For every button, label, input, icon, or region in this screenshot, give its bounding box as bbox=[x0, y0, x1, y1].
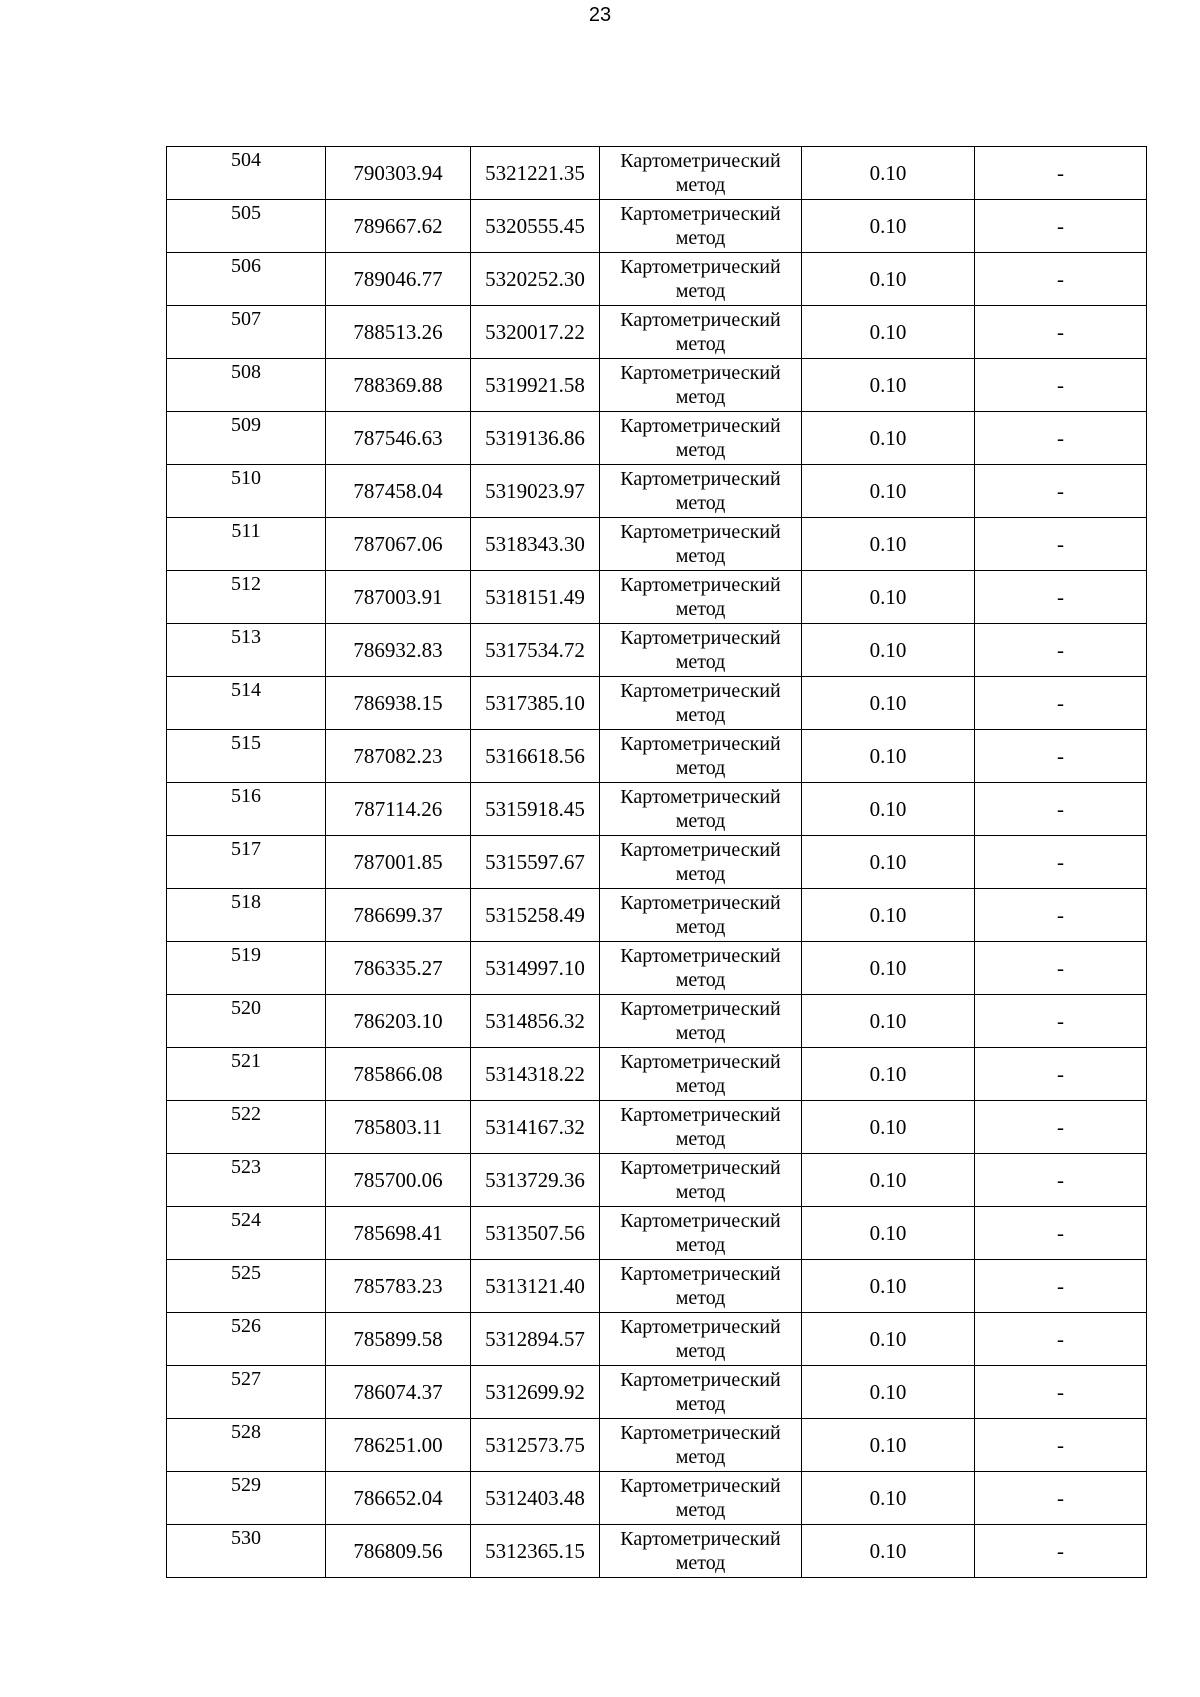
point-number-cell: 517 bbox=[167, 836, 326, 889]
table-row bbox=[167, 465, 1147, 518]
method-line-2: метод bbox=[675, 1287, 726, 1309]
method-line-1: Картометрический bbox=[620, 1157, 781, 1179]
method-cell bbox=[600, 200, 802, 253]
y-coordinate-cell: 5312403.48 bbox=[471, 1472, 600, 1525]
precision-cell: 0.10 bbox=[802, 1260, 975, 1313]
point-number-cell: 530 bbox=[167, 1525, 326, 1578]
method-line-2: метод bbox=[675, 651, 726, 673]
method-line-1: Картометрический bbox=[620, 309, 781, 331]
method-cell bbox=[600, 995, 802, 1048]
table-row bbox=[167, 518, 1147, 571]
table-row bbox=[167, 1048, 1147, 1101]
method-line-2: метод bbox=[675, 545, 726, 567]
x-coordinate-cell: 789046.77 bbox=[326, 253, 471, 306]
y-coordinate-cell: 5319023.97 bbox=[471, 465, 600, 518]
x-coordinate-cell: 785803.11 bbox=[326, 1101, 471, 1154]
method-cell bbox=[600, 253, 802, 306]
table-row bbox=[167, 677, 1147, 730]
table-row bbox=[167, 942, 1147, 995]
method-cell bbox=[600, 412, 802, 465]
method-line-1: Картометрический bbox=[620, 203, 781, 225]
table-row bbox=[167, 1154, 1147, 1207]
method-cell bbox=[600, 1048, 802, 1101]
method-line-1: Картометрический bbox=[620, 415, 781, 437]
method-cell bbox=[600, 147, 802, 200]
x-coordinate-cell: 786699.37 bbox=[326, 889, 471, 942]
x-coordinate-cell: 787546.63 bbox=[326, 412, 471, 465]
note-cell: - bbox=[975, 200, 1147, 253]
point-number-cell: 524 bbox=[167, 1207, 326, 1260]
precision-cell: 0.10 bbox=[802, 147, 975, 200]
method-cell bbox=[600, 1525, 802, 1578]
point-number-cell: 512 bbox=[167, 571, 326, 624]
x-coordinate-cell: 786203.10 bbox=[326, 995, 471, 1048]
table-row bbox=[167, 1472, 1147, 1525]
x-coordinate-cell: 786932.83 bbox=[326, 624, 471, 677]
method-line-1: Картометрический bbox=[620, 1369, 781, 1391]
precision-cell: 0.10 bbox=[802, 465, 975, 518]
method-line-2: метод bbox=[675, 386, 726, 408]
note-cell: - bbox=[975, 306, 1147, 359]
x-coordinate-cell: 789667.62 bbox=[326, 200, 471, 253]
method-cell bbox=[600, 730, 802, 783]
note-cell: - bbox=[975, 412, 1147, 465]
method-line-1: Картометрический bbox=[620, 256, 781, 278]
method-line-1: Картометрический bbox=[620, 150, 781, 172]
note-cell: - bbox=[975, 571, 1147, 624]
method-line-1: Картометрический bbox=[620, 1210, 781, 1232]
table-row bbox=[167, 730, 1147, 783]
method-line-2: метод bbox=[675, 757, 726, 779]
precision-cell: 0.10 bbox=[802, 624, 975, 677]
note-cell: - bbox=[975, 1207, 1147, 1260]
method-line-1: Картометрический bbox=[620, 998, 781, 1020]
method-line-2: метод bbox=[675, 333, 726, 355]
precision-cell: 0.10 bbox=[802, 571, 975, 624]
method-cell bbox=[600, 465, 802, 518]
table-row bbox=[167, 836, 1147, 889]
table-row bbox=[167, 995, 1147, 1048]
y-coordinate-cell: 5317385.10 bbox=[471, 677, 600, 730]
y-coordinate-cell: 5312894.57 bbox=[471, 1313, 600, 1366]
y-coordinate-cell: 5315918.45 bbox=[471, 783, 600, 836]
point-number-cell: 505 bbox=[167, 200, 326, 253]
point-number-cell: 514 bbox=[167, 677, 326, 730]
method-cell bbox=[600, 518, 802, 571]
precision-cell: 0.10 bbox=[802, 518, 975, 571]
method-cell bbox=[600, 1419, 802, 1472]
method-line-2: метод bbox=[675, 1075, 726, 1097]
method-line-1: Картометрический bbox=[620, 1528, 781, 1550]
y-coordinate-cell: 5320252.30 bbox=[471, 253, 600, 306]
y-coordinate-cell: 5313121.40 bbox=[471, 1260, 600, 1313]
x-coordinate-cell: 787003.91 bbox=[326, 571, 471, 624]
method-cell bbox=[600, 1260, 802, 1313]
precision-cell: 0.10 bbox=[802, 1154, 975, 1207]
x-coordinate-cell: 787458.04 bbox=[326, 465, 471, 518]
precision-cell: 0.10 bbox=[802, 1101, 975, 1154]
method-line-1: Картометрический bbox=[620, 680, 781, 702]
method-line-2: метод bbox=[675, 439, 726, 461]
method-line-2: метод bbox=[675, 1552, 726, 1574]
method-line-2: метод bbox=[675, 1022, 726, 1044]
y-coordinate-cell: 5315258.49 bbox=[471, 889, 600, 942]
table-row bbox=[167, 889, 1147, 942]
point-number-cell: 511 bbox=[167, 518, 326, 571]
precision-cell: 0.10 bbox=[802, 889, 975, 942]
method-line-1: Картометрический bbox=[620, 1263, 781, 1285]
note-cell: - bbox=[975, 783, 1147, 836]
y-coordinate-cell: 5312365.15 bbox=[471, 1525, 600, 1578]
method-line-1: Картометрический bbox=[620, 945, 781, 967]
x-coordinate-cell: 787082.23 bbox=[326, 730, 471, 783]
method-line-1: Картометрический bbox=[620, 574, 781, 596]
point-number-cell: 520 bbox=[167, 995, 326, 1048]
x-coordinate-cell: 786652.04 bbox=[326, 1472, 471, 1525]
point-number-cell: 504 bbox=[167, 147, 326, 200]
table-row bbox=[167, 147, 1147, 200]
point-number-cell: 516 bbox=[167, 783, 326, 836]
precision-cell: 0.10 bbox=[802, 359, 975, 412]
note-cell: - bbox=[975, 942, 1147, 995]
precision-cell: 0.10 bbox=[802, 1525, 975, 1578]
method-line-2: метод bbox=[675, 810, 726, 832]
method-line-1: Картометрический bbox=[620, 468, 781, 490]
method-line-1: Картометрический bbox=[620, 1104, 781, 1126]
table-row bbox=[167, 1101, 1147, 1154]
note-cell: - bbox=[975, 1525, 1147, 1578]
method-cell bbox=[600, 1101, 802, 1154]
point-number-cell: 506 bbox=[167, 253, 326, 306]
method-line-2: метод bbox=[675, 969, 726, 991]
x-coordinate-cell: 785700.06 bbox=[326, 1154, 471, 1207]
x-coordinate-cell: 786074.37 bbox=[326, 1366, 471, 1419]
table-row bbox=[167, 306, 1147, 359]
precision-cell: 0.10 bbox=[802, 1313, 975, 1366]
x-coordinate-cell: 787001.85 bbox=[326, 836, 471, 889]
note-cell: - bbox=[975, 1419, 1147, 1472]
coordinates-table bbox=[166, 146, 1147, 1578]
x-coordinate-cell: 785899.58 bbox=[326, 1313, 471, 1366]
x-coordinate-cell: 790303.94 bbox=[326, 147, 471, 200]
method-cell bbox=[600, 1313, 802, 1366]
note-cell: - bbox=[975, 359, 1147, 412]
note-cell: - bbox=[975, 253, 1147, 306]
method-cell bbox=[600, 1366, 802, 1419]
note-cell: - bbox=[975, 1472, 1147, 1525]
note-cell: - bbox=[975, 677, 1147, 730]
y-coordinate-cell: 5320017.22 bbox=[471, 306, 600, 359]
method-cell bbox=[600, 836, 802, 889]
table-row bbox=[167, 1207, 1147, 1260]
point-number-cell: 509 bbox=[167, 412, 326, 465]
note-cell: - bbox=[975, 624, 1147, 677]
y-coordinate-cell: 5314318.22 bbox=[471, 1048, 600, 1101]
table-row bbox=[167, 200, 1147, 253]
table-row bbox=[167, 359, 1147, 412]
table-row bbox=[167, 571, 1147, 624]
precision-cell: 0.10 bbox=[802, 253, 975, 306]
precision-cell: 0.10 bbox=[802, 412, 975, 465]
x-coordinate-cell: 785698.41 bbox=[326, 1207, 471, 1260]
note-cell: - bbox=[975, 518, 1147, 571]
method-cell bbox=[600, 571, 802, 624]
table-row bbox=[167, 1419, 1147, 1472]
method-line-1: Картометрический bbox=[620, 1316, 781, 1338]
method-line-2: метод bbox=[675, 598, 726, 620]
point-number-cell: 525 bbox=[167, 1260, 326, 1313]
method-cell bbox=[600, 677, 802, 730]
note-cell: - bbox=[975, 995, 1147, 1048]
y-coordinate-cell: 5313507.56 bbox=[471, 1207, 600, 1260]
precision-cell: 0.10 bbox=[802, 200, 975, 253]
note-cell: - bbox=[975, 465, 1147, 518]
point-number-cell: 523 bbox=[167, 1154, 326, 1207]
y-coordinate-cell: 5314856.32 bbox=[471, 995, 600, 1048]
method-cell bbox=[600, 889, 802, 942]
x-coordinate-cell: 786251.00 bbox=[326, 1419, 471, 1472]
method-line-2: метод bbox=[675, 1234, 726, 1256]
method-line-2: метод bbox=[675, 916, 726, 938]
note-cell: - bbox=[975, 1101, 1147, 1154]
x-coordinate-cell: 786938.15 bbox=[326, 677, 471, 730]
method-line-2: метод bbox=[675, 1181, 726, 1203]
method-line-1: Картометрический bbox=[620, 1422, 781, 1444]
point-number-cell: 518 bbox=[167, 889, 326, 942]
method-line-2: метод bbox=[675, 1128, 726, 1150]
x-coordinate-cell: 786809.56 bbox=[326, 1525, 471, 1578]
precision-cell: 0.10 bbox=[802, 1048, 975, 1101]
method-line-2: метод bbox=[675, 1499, 726, 1521]
precision-cell: 0.10 bbox=[802, 1472, 975, 1525]
point-number-cell: 521 bbox=[167, 1048, 326, 1101]
method-cell bbox=[600, 1154, 802, 1207]
method-line-1: Картометрический bbox=[620, 892, 781, 914]
table-row bbox=[167, 412, 1147, 465]
x-coordinate-cell: 788513.26 bbox=[326, 306, 471, 359]
method-line-2: метод bbox=[675, 704, 726, 726]
coordinates-table-body bbox=[167, 147, 1147, 1578]
point-number-cell: 507 bbox=[167, 306, 326, 359]
y-coordinate-cell: 5312573.75 bbox=[471, 1419, 600, 1472]
note-cell: - bbox=[975, 730, 1147, 783]
method-line-1: Картометрический bbox=[620, 1475, 781, 1497]
method-line-2: метод bbox=[675, 280, 726, 302]
precision-cell: 0.10 bbox=[802, 942, 975, 995]
precision-cell: 0.10 bbox=[802, 730, 975, 783]
precision-cell: 0.10 bbox=[802, 995, 975, 1048]
table-row bbox=[167, 624, 1147, 677]
x-coordinate-cell: 786335.27 bbox=[326, 942, 471, 995]
method-line-1: Картометрический bbox=[620, 733, 781, 755]
method-cell bbox=[600, 624, 802, 677]
method-line-1: Картометрический bbox=[620, 362, 781, 384]
note-cell: - bbox=[975, 889, 1147, 942]
precision-cell: 0.10 bbox=[802, 1419, 975, 1472]
x-coordinate-cell: 788369.88 bbox=[326, 359, 471, 412]
method-line-2: метод bbox=[675, 1393, 726, 1415]
method-line-2: метод bbox=[675, 863, 726, 885]
method-line-2: метод bbox=[675, 227, 726, 249]
y-coordinate-cell: 5317534.72 bbox=[471, 624, 600, 677]
y-coordinate-cell: 5318343.30 bbox=[471, 518, 600, 571]
point-number-cell: 527 bbox=[167, 1366, 326, 1419]
point-number-cell: 526 bbox=[167, 1313, 326, 1366]
precision-cell: 0.10 bbox=[802, 306, 975, 359]
method-line-2: метод bbox=[675, 1446, 726, 1468]
x-coordinate-cell: 787067.06 bbox=[326, 518, 471, 571]
method-line-2: метод bbox=[675, 1340, 726, 1362]
y-coordinate-cell: 5314997.10 bbox=[471, 942, 600, 995]
x-coordinate-cell: 787114.26 bbox=[326, 783, 471, 836]
point-number-cell: 508 bbox=[167, 359, 326, 412]
table-row bbox=[167, 1313, 1147, 1366]
y-coordinate-cell: 5320555.45 bbox=[471, 200, 600, 253]
note-cell: - bbox=[975, 1313, 1147, 1366]
method-cell bbox=[600, 359, 802, 412]
table-row bbox=[167, 783, 1147, 836]
table-row bbox=[167, 253, 1147, 306]
x-coordinate-cell: 785866.08 bbox=[326, 1048, 471, 1101]
precision-cell: 0.10 bbox=[802, 1366, 975, 1419]
method-cell bbox=[600, 783, 802, 836]
precision-cell: 0.10 bbox=[802, 677, 975, 730]
note-cell: - bbox=[975, 1154, 1147, 1207]
method-line-1: Картометрический bbox=[620, 521, 781, 543]
y-coordinate-cell: 5315597.67 bbox=[471, 836, 600, 889]
y-coordinate-cell: 5319136.86 bbox=[471, 412, 600, 465]
precision-cell: 0.10 bbox=[802, 783, 975, 836]
method-cell bbox=[600, 306, 802, 359]
precision-cell: 0.10 bbox=[802, 836, 975, 889]
method-line-1: Картометрический bbox=[620, 839, 781, 861]
point-number-cell: 513 bbox=[167, 624, 326, 677]
y-coordinate-cell: 5316618.56 bbox=[471, 730, 600, 783]
table-row bbox=[167, 1525, 1147, 1578]
table-row bbox=[167, 1366, 1147, 1419]
point-number-cell: 510 bbox=[167, 465, 326, 518]
method-line-1: Картометрический bbox=[620, 786, 781, 808]
note-cell: - bbox=[975, 1366, 1147, 1419]
point-number-cell: 515 bbox=[167, 730, 326, 783]
y-coordinate-cell: 5312699.92 bbox=[471, 1366, 600, 1419]
point-number-cell: 529 bbox=[167, 1472, 326, 1525]
method-cell bbox=[600, 942, 802, 995]
method-line-1: Картометрический bbox=[620, 1051, 781, 1073]
y-coordinate-cell: 5321221.35 bbox=[471, 147, 600, 200]
method-cell bbox=[600, 1207, 802, 1260]
note-cell: - bbox=[975, 147, 1147, 200]
note-cell: - bbox=[975, 836, 1147, 889]
point-number-cell: 522 bbox=[167, 1101, 326, 1154]
table-row bbox=[167, 1260, 1147, 1313]
note-cell: - bbox=[975, 1048, 1147, 1101]
method-line-1: Картометрический bbox=[620, 627, 781, 649]
y-coordinate-cell: 5319921.58 bbox=[471, 359, 600, 412]
y-coordinate-cell: 5313729.36 bbox=[471, 1154, 600, 1207]
y-coordinate-cell: 5314167.32 bbox=[471, 1101, 600, 1154]
point-number-cell: 519 bbox=[167, 942, 326, 995]
page-number: 23 bbox=[588, 4, 612, 26]
point-number-cell: 528 bbox=[167, 1419, 326, 1472]
method-cell bbox=[600, 1472, 802, 1525]
precision-cell: 0.10 bbox=[802, 1207, 975, 1260]
y-coordinate-cell: 5318151.49 bbox=[471, 571, 600, 624]
method-line-2: метод bbox=[675, 492, 726, 514]
method-line-2: метод bbox=[675, 174, 726, 196]
note-cell: - bbox=[975, 1260, 1147, 1313]
x-coordinate-cell: 785783.23 bbox=[326, 1260, 471, 1313]
